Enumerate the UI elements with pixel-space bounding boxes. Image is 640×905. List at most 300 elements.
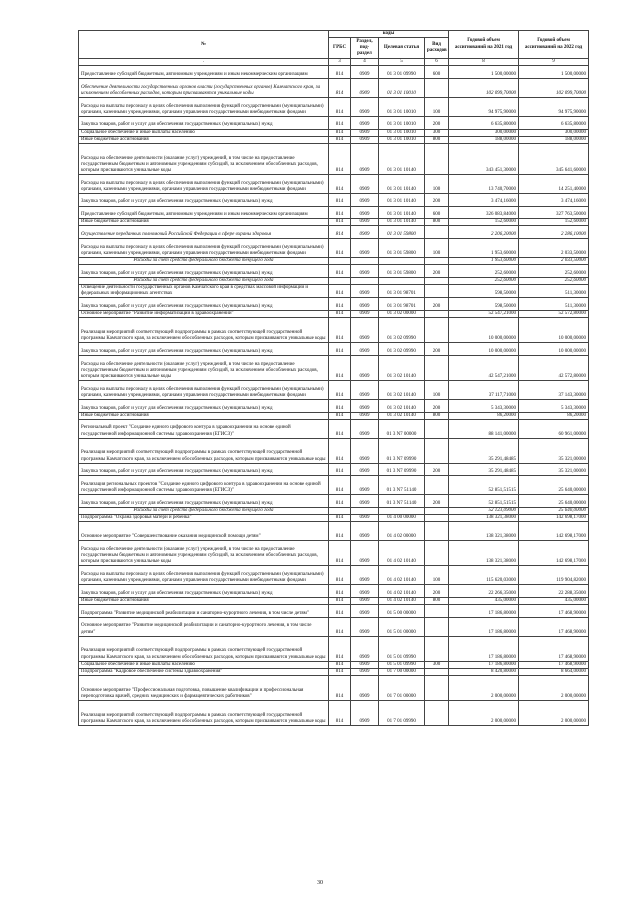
row-expense-type: 600 bbox=[425, 206, 449, 219]
row-razdel: 0909 bbox=[351, 174, 379, 193]
row-grbs: 814 bbox=[329, 438, 351, 463]
row-amount-2022: 6 635,80000 bbox=[519, 116, 589, 129]
row-amount-2022: 188,00000 bbox=[519, 136, 589, 143]
row-amount-2022: 37 143,30000 bbox=[519, 380, 589, 399]
row-grbs: 814 bbox=[329, 239, 351, 258]
table-row bbox=[79, 278, 589, 285]
table-row bbox=[79, 193, 589, 206]
row-description: Расходы на выплаты персоналу в целях обеспечения выполнения функций государственными (муниципальными) органами, казенными учреждениями, органами управления государственными внебюджетными фондами bbox=[79, 380, 329, 399]
row-amount-2021: 343 451,30000 bbox=[449, 143, 519, 174]
row-amount-2021: 86,20000 bbox=[449, 412, 519, 419]
row-grbs: 814 bbox=[329, 174, 351, 193]
row-amount-2022: 3 474,16000 bbox=[519, 193, 589, 206]
table-row bbox=[79, 380, 589, 399]
row-razdel: 0909 bbox=[351, 675, 379, 700]
table-row bbox=[79, 343, 589, 356]
row-expense-type bbox=[425, 476, 449, 495]
row-amount-2021: 8 420,80000 bbox=[449, 668, 519, 675]
row-amount-2022: 94 975,90000 bbox=[519, 97, 589, 116]
row-description: Основное мероприятие "Развитие информатизации в здравоохранении" bbox=[79, 311, 329, 318]
row-amount-2022: 22 288,35000 bbox=[519, 585, 589, 598]
row-expense-type bbox=[425, 311, 449, 318]
row-description: Расходы на обеспечение деятельности (оказание услуг) учреждений, в том числе на предоставление государственным бюджетным и автономным учреждениям субсидий, за исключением обособленных расходов, которым присваиваются уникальные коды bbox=[79, 541, 329, 566]
table-row bbox=[79, 515, 589, 522]
budget-page bbox=[78, 30, 588, 726]
row-razdel: 0909 bbox=[351, 399, 379, 412]
row-description: Основное мероприятие "Совершенствование оказания медицинской помощи детям" bbox=[79, 522, 329, 541]
row-expense-type bbox=[425, 419, 449, 438]
row-razdel: 0909 bbox=[351, 143, 379, 174]
row-razdel: 0909 bbox=[351, 700, 379, 725]
row-amount-2021: 35 291,48485 bbox=[449, 463, 519, 476]
row-description: Расходы на обеспечение деятельности (оказание услуг) учреждений, в том числе на предоставление государственным бюджетным и автономным учреждениям субсидий, за исключением обособленных расходов, которым присваиваются уникальные коды bbox=[79, 355, 329, 380]
row-target-article: 01 3 01 59800 bbox=[379, 265, 425, 278]
row-grbs: 814 bbox=[329, 700, 351, 725]
row-razdel: 0909 bbox=[351, 438, 379, 463]
table-row bbox=[79, 285, 589, 298]
colnum-1: . bbox=[79, 59, 329, 66]
row-amount-2021: 52 851,51515 bbox=[449, 495, 519, 508]
row-amount-2021: 10 000,00000 bbox=[449, 318, 519, 343]
row-expense-type: 200 bbox=[425, 298, 449, 311]
row-razdel: 0909 bbox=[351, 318, 379, 343]
row-expense-type: 800 bbox=[425, 219, 449, 226]
row-description: Расходы на выплаты персоналу в целях обеспечения выполнения функций государственными (муниципальными) органами, казенными учреждениями, органами управления государственными внебюджетными фондами bbox=[79, 239, 329, 258]
row-amount-2021: 52 851,51515 bbox=[449, 476, 519, 495]
row-razdel: 0909 bbox=[351, 311, 379, 318]
row-amount-2021: 435,00000 bbox=[449, 597, 519, 604]
row-amount-2022: 5 343,30000 bbox=[519, 399, 589, 412]
row-razdel: 0909 bbox=[351, 226, 379, 239]
row-target-article: 01 3 01 10010 bbox=[379, 97, 425, 116]
row-target-article: 01 4 02 10140 bbox=[379, 585, 425, 598]
row-amount-2022: 25 640,00000 bbox=[519, 476, 589, 495]
row-target-article bbox=[379, 508, 425, 515]
row-razdel: 0909 bbox=[351, 129, 379, 136]
row-grbs: 814 bbox=[329, 66, 351, 79]
table-row bbox=[79, 298, 589, 311]
row-grbs: 814 bbox=[329, 412, 351, 419]
row-description: Реализация мероприятий соответствующей подпрограммы в рамках соответствующей государственной программы Камчатского края, за исключением обособленных расходов, которым присваиваются уникальные коды bbox=[79, 318, 329, 343]
row-amount-2022: 435,00000 bbox=[519, 597, 589, 604]
row-grbs: 814 bbox=[329, 97, 351, 116]
row-amount-2021: 598,50000 bbox=[449, 298, 519, 311]
row-amount-2021: 17 186,80000 bbox=[449, 604, 519, 617]
row-razdel: 0909 bbox=[351, 668, 379, 675]
row-description: Подпрограмма "Развитие медицинской реабилитации и санаторно-курортного лечения, в том числе детям" bbox=[79, 604, 329, 617]
row-grbs: 814 bbox=[329, 661, 351, 668]
row-expense-type bbox=[425, 617, 449, 636]
row-razdel: 0909 bbox=[351, 298, 379, 311]
row-expense-type: 300 bbox=[425, 661, 449, 668]
row-expense-type bbox=[425, 508, 449, 515]
row-amount-2021: 5 343,30000 bbox=[449, 399, 519, 412]
row-expense-type bbox=[425, 226, 449, 239]
table-row bbox=[79, 597, 589, 604]
row-target-article bbox=[379, 278, 425, 285]
row-amount-2021: 52 123,09000 bbox=[449, 508, 519, 515]
row-expense-type: 100 bbox=[425, 380, 449, 399]
row-amount-2022: 102 099,70000 bbox=[519, 78, 589, 97]
row-description: Иные бюджетные ассигнования bbox=[79, 412, 329, 419]
row-expense-type bbox=[425, 438, 449, 463]
row-description: Реализация мероприятий соответствующей подпрограммы в рамках соответствующей государственной программы Камчатского края, за исключением обособленных расходов, которым присваиваются уникальные коды bbox=[79, 636, 329, 661]
row-target-article: 01 4 02 00000 bbox=[379, 522, 425, 541]
row-description: Расходы на выплаты персоналу в целях обеспечения выполнения функций государственными (муниципальными) органами, казенными учреждениями, органами управления государственными внебюджетными фондами bbox=[79, 174, 329, 193]
row-description: Закупка товаров, работ и услуг для обеспечения государственных (муниципальных) нужд bbox=[79, 343, 329, 356]
row-expense-type bbox=[425, 78, 449, 97]
row-description: Расходы на обеспечение деятельности (оказание услуг) учреждений, в том числе на предоставление государственным бюджетным и автономным учреждениям субсидий, за исключением обособленных расходов, которым присваиваются уникальные коды bbox=[79, 143, 329, 174]
row-expense-type bbox=[425, 143, 449, 174]
row-amount-2021: 1 953,60000 bbox=[449, 239, 519, 258]
row-description: Реализация мероприятий соответствующей подпрограммы в рамках соответствующей государственной программы Камчатского края, за исключением обособленных расходов, которым присваиваются уникальные коды bbox=[79, 700, 329, 725]
row-target-article: 01 3 01 59800 bbox=[379, 226, 425, 239]
table-row bbox=[79, 700, 589, 725]
row-grbs: 814 bbox=[329, 675, 351, 700]
colnum-9: 9 bbox=[519, 59, 589, 66]
row-grbs: 814 bbox=[329, 226, 351, 239]
row-amount-2021: 10 000,00000 bbox=[449, 343, 519, 356]
table-row bbox=[79, 265, 589, 278]
row-grbs: 814 bbox=[329, 399, 351, 412]
table-row bbox=[79, 318, 589, 343]
colnum-3: 3 bbox=[329, 59, 351, 66]
row-amount-2022: 2 033,50000 bbox=[519, 239, 589, 258]
row-description: Закупка товаров, работ и услуг для обеспечения государственных (муниципальных) нужд bbox=[79, 585, 329, 598]
row-target-article: 01 3 N7 09990 bbox=[379, 463, 425, 476]
row-amount-2022: 142 698,17000 bbox=[519, 522, 589, 541]
row-amount-2021: 88 141,00000 bbox=[449, 419, 519, 438]
row-grbs bbox=[329, 508, 351, 515]
row-razdel: 0909 bbox=[351, 219, 379, 226]
row-razdel: 0909 bbox=[351, 78, 379, 97]
row-grbs: 814 bbox=[329, 515, 351, 522]
row-grbs: 814 bbox=[329, 78, 351, 97]
row-amount-2021: 6 635,80000 bbox=[449, 116, 519, 129]
row-amount-2022: 8 664,00000 bbox=[519, 668, 589, 675]
row-amount-2022: 60 961,00000 bbox=[519, 419, 589, 438]
row-description: Основное мероприятие "Профессиональная подготовка, повышение квалификации и профессиональная переподготовка врачей, средних медицинских и фармацевтических работников" bbox=[79, 675, 329, 700]
row-razdel: 0909 bbox=[351, 566, 379, 585]
number-header: № bbox=[79, 31, 329, 59]
row-amount-2022: 35 321,00000 bbox=[519, 438, 589, 463]
row-amount-2022: 252,60000 bbox=[519, 278, 589, 285]
row-razdel: 0909 bbox=[351, 343, 379, 356]
row-target-article: 01 3 02 09990 bbox=[379, 343, 425, 356]
row-description: Расходы за счет средств федерального бюджета текущего года bbox=[79, 278, 329, 285]
row-amount-2021: 138 321,38000 bbox=[449, 515, 519, 522]
table-row bbox=[79, 78, 589, 97]
row-amount-2021: 115 620,03000 bbox=[449, 566, 519, 585]
row-description: Иные бюджетные ассигнования bbox=[79, 219, 329, 226]
razdel-header: Раздел, под-раздел bbox=[351, 38, 379, 59]
row-grbs: 814 bbox=[329, 604, 351, 617]
row-amount-2021: 3 474,16000 bbox=[449, 193, 519, 206]
table-row bbox=[79, 226, 589, 239]
row-expense-type: 100 bbox=[425, 97, 449, 116]
row-grbs: 814 bbox=[329, 668, 351, 675]
row-razdel: 0909 bbox=[351, 522, 379, 541]
row-razdel: 0909 bbox=[351, 97, 379, 116]
row-target-article: 01 3 01 10140 bbox=[379, 206, 425, 219]
row-razdel: 0909 bbox=[351, 463, 379, 476]
table-row bbox=[79, 476, 589, 495]
grbs-header: ГРБС bbox=[329, 38, 351, 59]
table-row bbox=[79, 399, 589, 412]
table-row bbox=[79, 585, 589, 598]
table-row bbox=[79, 116, 589, 129]
row-razdel: 0909 bbox=[351, 193, 379, 206]
row-description: Подпрограмма "Кадровое обеспечение системы здравоохранения" bbox=[79, 668, 329, 675]
table-row bbox=[79, 206, 589, 219]
row-amount-2022: 14 251,40000 bbox=[519, 174, 589, 193]
row-target-article: 01 3 01 10140 bbox=[379, 219, 425, 226]
row-target-article: 01 3 01 10010 bbox=[379, 129, 425, 136]
row-target-article: 01 3 01 10010 bbox=[379, 136, 425, 143]
row-expense-type bbox=[425, 278, 449, 285]
row-description: Основное мероприятие "Развитие медицинской реабилитации и санаторно-курортного лечения, в том числе детям" bbox=[79, 617, 329, 636]
row-expense-type bbox=[425, 355, 449, 380]
row-razdel: 0909 bbox=[351, 476, 379, 495]
row-expense-type bbox=[425, 515, 449, 522]
row-expense-type bbox=[425, 675, 449, 700]
row-amount-2022: 119 904,82000 bbox=[519, 566, 589, 585]
row-amount-2022: 17 468,90000 bbox=[519, 617, 589, 636]
target-article-header: Целевая статья bbox=[379, 38, 425, 59]
row-description: Иные бюджетные ассигнования bbox=[79, 136, 329, 143]
row-target-article: 01 4 02 10140 bbox=[379, 597, 425, 604]
table-row bbox=[79, 604, 589, 617]
row-razdel: 0909 bbox=[351, 239, 379, 258]
row-target-article: 01 7 01 09990 bbox=[379, 700, 425, 725]
row-grbs: 814 bbox=[329, 463, 351, 476]
row-expense-type: 100 bbox=[425, 174, 449, 193]
row-expense-type: 800 bbox=[425, 597, 449, 604]
row-expense-type: 200 bbox=[425, 265, 449, 278]
row-target-article: 01 3 02 10140 bbox=[379, 355, 425, 380]
row-amount-2021: 188,00000 bbox=[449, 136, 519, 143]
row-expense-type bbox=[425, 604, 449, 617]
row-amount-2022: 511,30000 bbox=[519, 285, 589, 298]
row-razdel: 0909 bbox=[351, 136, 379, 143]
row-amount-2021: 300,00000 bbox=[449, 129, 519, 136]
row-expense-type bbox=[425, 258, 449, 265]
year-2021-header: Годовой объем ассигнований на 2021 год bbox=[449, 31, 519, 59]
row-grbs: 814 bbox=[329, 219, 351, 226]
row-amount-2021: 2 206,20000 bbox=[449, 226, 519, 239]
row-target-article: 01 3 01 10010 bbox=[379, 116, 425, 129]
row-target-article: 01 4 00 00000 bbox=[379, 515, 425, 522]
row-target-article: 01 3 02 09990 bbox=[379, 318, 425, 343]
row-expense-type: 800 bbox=[425, 136, 449, 143]
table-row bbox=[79, 541, 589, 566]
table-row bbox=[79, 219, 589, 226]
row-razdel: 0909 bbox=[351, 597, 379, 604]
colnum-4: 4 bbox=[351, 59, 379, 66]
row-description: Закупка товаров, работ и услуг для обеспечения государственных (муниципальных) нужд bbox=[79, 399, 329, 412]
row-expense-type: 200 bbox=[425, 495, 449, 508]
row-grbs: 814 bbox=[329, 206, 351, 219]
table-row bbox=[79, 239, 589, 258]
table-row bbox=[79, 522, 589, 541]
row-amount-2021: 326 083,84000 bbox=[449, 206, 519, 219]
row-expense-type: 200 bbox=[425, 585, 449, 598]
row-amount-2022: 2 000,00000 bbox=[519, 675, 589, 700]
row-razdel: 0909 bbox=[351, 515, 379, 522]
row-amount-2022: 52 572,80000 bbox=[519, 311, 589, 318]
table-row bbox=[79, 412, 589, 419]
row-target-article bbox=[379, 258, 425, 265]
row-expense-type: 100 bbox=[425, 239, 449, 258]
row-grbs: 814 bbox=[329, 265, 351, 278]
table-row bbox=[79, 668, 589, 675]
row-amount-2022: 25 640,00000 bbox=[519, 508, 589, 515]
colnum-5: 5 bbox=[379, 59, 425, 66]
codes-header: коды bbox=[329, 31, 449, 38]
row-target-article: 01 3 01 98701 bbox=[379, 298, 425, 311]
row-razdel: 0909 bbox=[351, 419, 379, 438]
row-amount-2022: 1 500,00000 bbox=[519, 66, 589, 79]
row-amount-2021: 138 321,38000 bbox=[449, 522, 519, 541]
row-razdel: 0909 bbox=[351, 66, 379, 79]
row-expense-type: 300 bbox=[425, 129, 449, 136]
row-expense-type: 200 bbox=[425, 343, 449, 356]
row-amount-2022: 17 468,90000 bbox=[519, 604, 589, 617]
row-target-article: 01 3 N7 51140 bbox=[379, 495, 425, 508]
table-row bbox=[79, 129, 589, 136]
row-grbs: 814 bbox=[329, 541, 351, 566]
row-target-article: 01 3 01 10140 bbox=[379, 193, 425, 206]
row-description: Расходы за счет средств федерального бюджета текущего года bbox=[79, 508, 329, 515]
row-razdel: 0909 bbox=[351, 617, 379, 636]
row-grbs: 814 bbox=[329, 566, 351, 585]
row-razdel: 0909 bbox=[351, 116, 379, 129]
row-target-article: 01 3 02 10140 bbox=[379, 399, 425, 412]
row-razdel bbox=[351, 258, 379, 265]
row-amount-2021: 2 000,00000 bbox=[449, 700, 519, 725]
table-row bbox=[79, 636, 589, 661]
row-amount-2021: 35 291,48485 bbox=[449, 438, 519, 463]
row-target-article: 01 3 N7 00000 bbox=[379, 419, 425, 438]
table-row bbox=[79, 438, 589, 463]
row-amount-2022: 142 698,17000 bbox=[519, 515, 589, 522]
row-description: Предоставление субсидий бюджетным, автономным учреждениям и иным некоммерческим организациям bbox=[79, 66, 329, 79]
row-target-article: 01 3 02 10140 bbox=[379, 412, 425, 419]
row-expense-type bbox=[425, 318, 449, 343]
row-target-article: 01 3 02 10140 bbox=[379, 380, 425, 399]
row-target-article: 01 3 N7 09990 bbox=[379, 438, 425, 463]
row-description: Социальное обеспечение и иные выплаты населению bbox=[79, 661, 329, 668]
row-amount-2021: 252,60000 bbox=[449, 265, 519, 278]
row-grbs: 814 bbox=[329, 311, 351, 318]
row-description: Расходы на выплаты персоналу в целях обеспечения выполнения функций государственными (муниципальными) органами, казенными учреждениями, органами управления государственными внебюджетными фондами bbox=[79, 97, 329, 116]
row-razdel: 0909 bbox=[351, 412, 379, 419]
budget-rows bbox=[79, 66, 589, 726]
row-grbs: 814 bbox=[329, 585, 351, 598]
row-description: Иные бюджетные ассигнования bbox=[79, 597, 329, 604]
row-amount-2021: 252,60000 bbox=[449, 278, 519, 285]
table-row bbox=[79, 258, 589, 265]
row-razdel: 0909 bbox=[351, 541, 379, 566]
budget-table bbox=[78, 30, 589, 726]
row-expense-type: 600 bbox=[425, 66, 449, 79]
row-grbs: 814 bbox=[329, 285, 351, 298]
row-grbs: 814 bbox=[329, 298, 351, 311]
row-description: Обеспечение деятельности государственных органов власти (государственных органов) Камчатского края, за исключением обособленных расходов, которым присваиваются уникальные коды bbox=[79, 78, 329, 97]
row-description: Закупка товаров, работ и услуг для обеспечения государственных (муниципальных) нужд bbox=[79, 298, 329, 311]
table-row bbox=[79, 143, 589, 174]
row-amount-2021: 598,50000 bbox=[449, 285, 519, 298]
row-razdel: 0909 bbox=[351, 636, 379, 661]
row-target-article: 01 3 01 09990 bbox=[379, 66, 425, 79]
row-target-article: 01 7 00 00000 bbox=[379, 668, 425, 675]
row-expense-type bbox=[425, 636, 449, 661]
row-grbs: 814 bbox=[329, 617, 351, 636]
row-expense-type bbox=[425, 285, 449, 298]
row-grbs: 814 bbox=[329, 476, 351, 495]
row-grbs: 814 bbox=[329, 636, 351, 661]
row-description: Расходы за счет средств федерального бюджета текущего года bbox=[79, 258, 329, 265]
table-row bbox=[79, 136, 589, 143]
row-amount-2021: 22 266,35000 bbox=[449, 585, 519, 598]
row-razdel: 0909 bbox=[351, 495, 379, 508]
row-target-article: 01 3 01 10140 bbox=[379, 143, 425, 174]
row-target-article: 01 3 02 00000 bbox=[379, 311, 425, 318]
page-number: 30 bbox=[317, 880, 323, 886]
row-description: Региональный проект "Создание единого цифрового контура в здравоохранении на основе единой государственной информационной системы здравоохранения (ЕГИСЗ)" bbox=[79, 419, 329, 438]
row-razdel: 0909 bbox=[351, 604, 379, 617]
row-amount-2022: 252,60000 bbox=[519, 265, 589, 278]
colnum-8: 8 bbox=[449, 59, 519, 66]
row-expense-type bbox=[425, 668, 449, 675]
row-grbs bbox=[329, 258, 351, 265]
row-description: Реализация мероприятий соответствующей подпрограммы в рамках соответствующей государственной программы Камчатского края, за исключением обособленных расходов, которым присваиваются уникальные коды bbox=[79, 438, 329, 463]
table-row bbox=[79, 617, 589, 636]
row-amount-2022: 42 572,80000 bbox=[519, 355, 589, 380]
row-amount-2022: 17 468,90000 bbox=[519, 661, 589, 668]
row-grbs: 814 bbox=[329, 136, 351, 143]
expense-type-header: Вид расходов bbox=[425, 38, 449, 59]
row-expense-type bbox=[425, 541, 449, 566]
row-description: Подпрограмма "Охрана здоровья матери и ребенка" bbox=[79, 515, 329, 522]
row-description: Освещение деятельности государственных органов Камчатского края в средствах массовой информации и федеральных информационных агентствах bbox=[79, 285, 329, 298]
row-description: Расходы на выплаты персоналу в целях обеспечения выполнения функций государственными (муниципальными) органами, казенными учреждениями, органами управления государственными внебюджетными фондами bbox=[79, 566, 329, 585]
year-2022-header: Годовой объем ассигнований на 2022 год bbox=[519, 31, 589, 59]
row-amount-2021: 17 186,80000 bbox=[449, 661, 519, 668]
column-number-row bbox=[79, 59, 589, 66]
row-description: Социальное обеспечение и иные выплаты населению bbox=[79, 129, 329, 136]
row-grbs: 814 bbox=[329, 318, 351, 343]
row-razdel: 0909 bbox=[351, 380, 379, 399]
row-target-article: 01 3 01 10010 bbox=[379, 78, 425, 97]
row-grbs: 814 bbox=[329, 143, 351, 174]
row-target-article: 01 7 01 00000 bbox=[379, 675, 425, 700]
row-amount-2021: 42 547,21000 bbox=[449, 355, 519, 380]
table-row bbox=[79, 661, 589, 668]
table-row bbox=[79, 675, 589, 700]
row-grbs: 814 bbox=[329, 522, 351, 541]
row-amount-2021: 1 500,00000 bbox=[449, 66, 519, 79]
row-grbs: 814 bbox=[329, 419, 351, 438]
table-row bbox=[79, 566, 589, 585]
row-amount-2022: 35 321,00000 bbox=[519, 463, 589, 476]
row-expense-type: 800 bbox=[425, 412, 449, 419]
row-grbs: 814 bbox=[329, 495, 351, 508]
row-amount-2021: 2 000,00000 bbox=[449, 675, 519, 700]
row-grbs bbox=[329, 278, 351, 285]
row-target-article: 01 5 01 09990 bbox=[379, 661, 425, 668]
row-amount-2022: 25 640,00000 bbox=[519, 495, 589, 508]
